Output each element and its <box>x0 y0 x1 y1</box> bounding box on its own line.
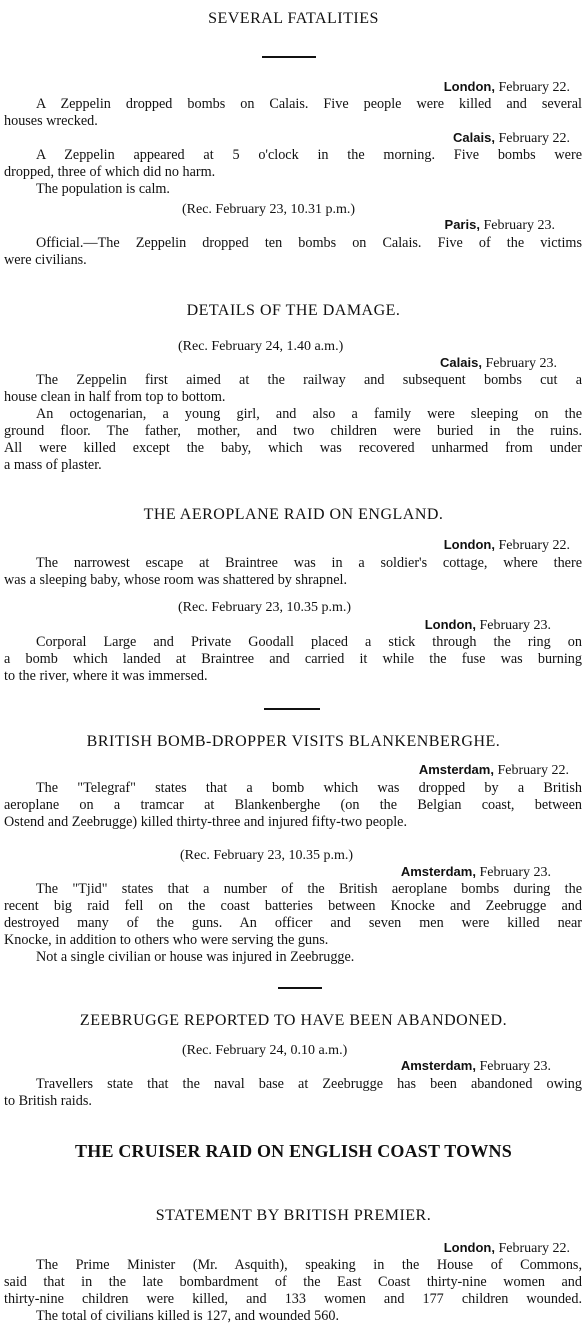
headline-details-of-the-damage: DETAILS OF THE DAMAGE. <box>186 302 401 319</box>
text-line: Corporal Large and Private Goodall placed a stick through the ring on <box>36 634 582 650</box>
dateline <box>419 762 569 779</box>
dateline <box>401 864 551 881</box>
text-line: to British raids. <box>4 1093 92 1109</box>
text-line: All were killed except the baby, which was recovered unharmed from under <box>4 440 582 456</box>
text-line: The narrowest escape at Braintree was in a soldier's cottage, where there <box>36 555 582 571</box>
dateline-city: Calais, <box>440 355 482 370</box>
headline-cruiser-raid: THE CRUISER RAID ON ENGLISH COAST TOWNS <box>75 1141 512 1161</box>
section-rule <box>262 56 316 58</box>
text-line: Ostend and Zeebrugge) killed thirty-three and injured fifty-two people. <box>4 814 408 830</box>
dateline-date: February 23. <box>479 618 551 633</box>
received-note: (Rec. February 23, 10.35 p.m.) <box>178 600 352 615</box>
article-paragraph <box>4 372 582 474</box>
dateline-date: February 23. <box>485 356 557 371</box>
dateline-date: February 22. <box>498 538 570 553</box>
article-paragraph <box>4 881 582 966</box>
headline-aeroplane-raid: THE AEROPLANE RAID ON ENGLAND. <box>143 506 444 523</box>
text-line: were civilians. <box>4 252 87 268</box>
dateline <box>440 355 557 372</box>
received-note: (Rec. February 24, 0.10 a.m.) <box>182 1043 348 1058</box>
dateline-city: London, <box>443 79 495 94</box>
dateline-date: February 22. <box>498 131 570 146</box>
dateline-city: Amsterdam, <box>400 1058 476 1073</box>
dateline <box>445 217 555 234</box>
article-paragraph <box>4 780 582 831</box>
article-paragraph <box>4 634 582 685</box>
section-rule <box>264 708 320 710</box>
text-line: Knocke, in addition to others who were serving the guns. <box>4 932 329 948</box>
text-line: houses wrecked. <box>4 113 98 129</box>
text-line: Travellers state that the naval base at Zeebrugge has been abandoned owing <box>36 1076 582 1092</box>
section-rule <box>278 987 322 989</box>
headline-several-fatalities: SEVERAL FATALITIES <box>208 10 379 27</box>
article-paragraph <box>4 147 582 198</box>
dateline <box>453 130 570 147</box>
text-line: The "Tjid" states that a number of the British aeroplane bombs during the <box>36 881 582 897</box>
received-note: (Rec. February 24, 1.40 a.m.) <box>178 339 344 354</box>
dateline-date: February 22. <box>498 80 570 95</box>
text-line: The population is calm. <box>36 181 170 197</box>
text-line: A Zeppelin appeared at 5 o'clock in the morning. Five bombs were <box>36 147 582 163</box>
article-paragraph <box>4 555 582 589</box>
text-line: aeroplane on a tramcar at Blankenberghe (on the Belgian coast, between <box>4 797 582 813</box>
text-line: ground floor. The father, mother, and two children were buried in the ruins. <box>4 423 582 439</box>
dateline-city: London, <box>443 1240 495 1255</box>
received-note: (Rec. February 23, 10.35 p.m.) <box>180 848 354 863</box>
text-line: The Zeppelin first aimed at the railway and subsequent bombs cut a <box>36 372 582 388</box>
dateline-city: London, <box>443 537 495 552</box>
text-line: house clean in half from top to bottom. <box>4 389 226 405</box>
dateline <box>444 537 570 554</box>
text-line: The total of civilians killed is 127, and wounded 560. <box>36 1308 340 1324</box>
text-line: destroyed many of the guns. An officer and seven men were killed near <box>4 915 582 931</box>
received-note: (Rec. February 23, 10.31 p.m.) <box>182 202 356 217</box>
dateline <box>401 1058 551 1075</box>
dateline-city: Calais, <box>453 130 495 145</box>
article-paragraph <box>4 1076 582 1110</box>
dateline-date: February 22. <box>497 763 569 778</box>
text-line: was a sleeping baby, whose room was shattered by shrapnel. <box>4 572 348 588</box>
headline-zeebrugge-abandoned: ZEEBRUGGE REPORTED TO HAVE BEEN ABANDONED. <box>79 1012 508 1029</box>
text-line: said that in the late bombardment of the East Coast thirty-nine women and <box>4 1274 582 1290</box>
headline-bomb-dropper: BRITISH BOMB-DROPPER VISITS BLANKENBERGHE. <box>86 733 501 750</box>
dateline-date: February 23. <box>483 218 555 233</box>
dateline-city: London, <box>424 617 476 632</box>
dateline <box>444 79 570 96</box>
dateline-city: Paris, <box>444 217 480 232</box>
text-line: a bomb which landed at Braintree and carried it while the fuse was burning <box>4 651 582 667</box>
text-line: dropped, three of which did no harm. <box>4 164 216 180</box>
article-paragraph <box>4 96 582 130</box>
text-line: Not a single civilian or house was injured in Zeebrugge. <box>36 949 355 965</box>
text-line: recent big raid fell on the coast batteries between Knocke and Zeebrugge and <box>4 898 582 914</box>
dateline-date: February 23. <box>479 1059 551 1074</box>
dateline-date: February 22. <box>498 1241 570 1256</box>
text-line: to the river, where it was immersed. <box>4 668 208 684</box>
dateline <box>444 1240 570 1257</box>
article-paragraph <box>4 1257 582 1325</box>
dateline-city: Amsterdam, <box>400 864 476 879</box>
text-line: thirty-nine children were killed, and 133 women and 177 children wounded. <box>4 1291 582 1307</box>
text-line: The "Telegraf" states that a bomb which was dropped by a British <box>36 780 582 796</box>
dateline-city: Amsterdam, <box>418 762 494 777</box>
text-line: The Prime Minister (Mr. Asquith), speaking in the House of Commons, <box>36 1257 582 1273</box>
text-line: A Zeppelin dropped bombs on Calais. Five people were killed and several <box>36 96 582 112</box>
subheadline-statement: STATEMENT BY BRITISH PREMIER. <box>155 1207 432 1224</box>
dateline-date: February 23. <box>479 865 551 880</box>
dateline <box>425 617 551 634</box>
text-line: a mass of plaster. <box>4 457 102 473</box>
article-paragraph <box>4 235 582 269</box>
text-line: Official.—The Zeppelin dropped ten bombs on Calais. Five of the victims <box>36 235 582 251</box>
text-line: An octogenarian, a young girl, and also a family were sleeping on the <box>36 406 582 422</box>
